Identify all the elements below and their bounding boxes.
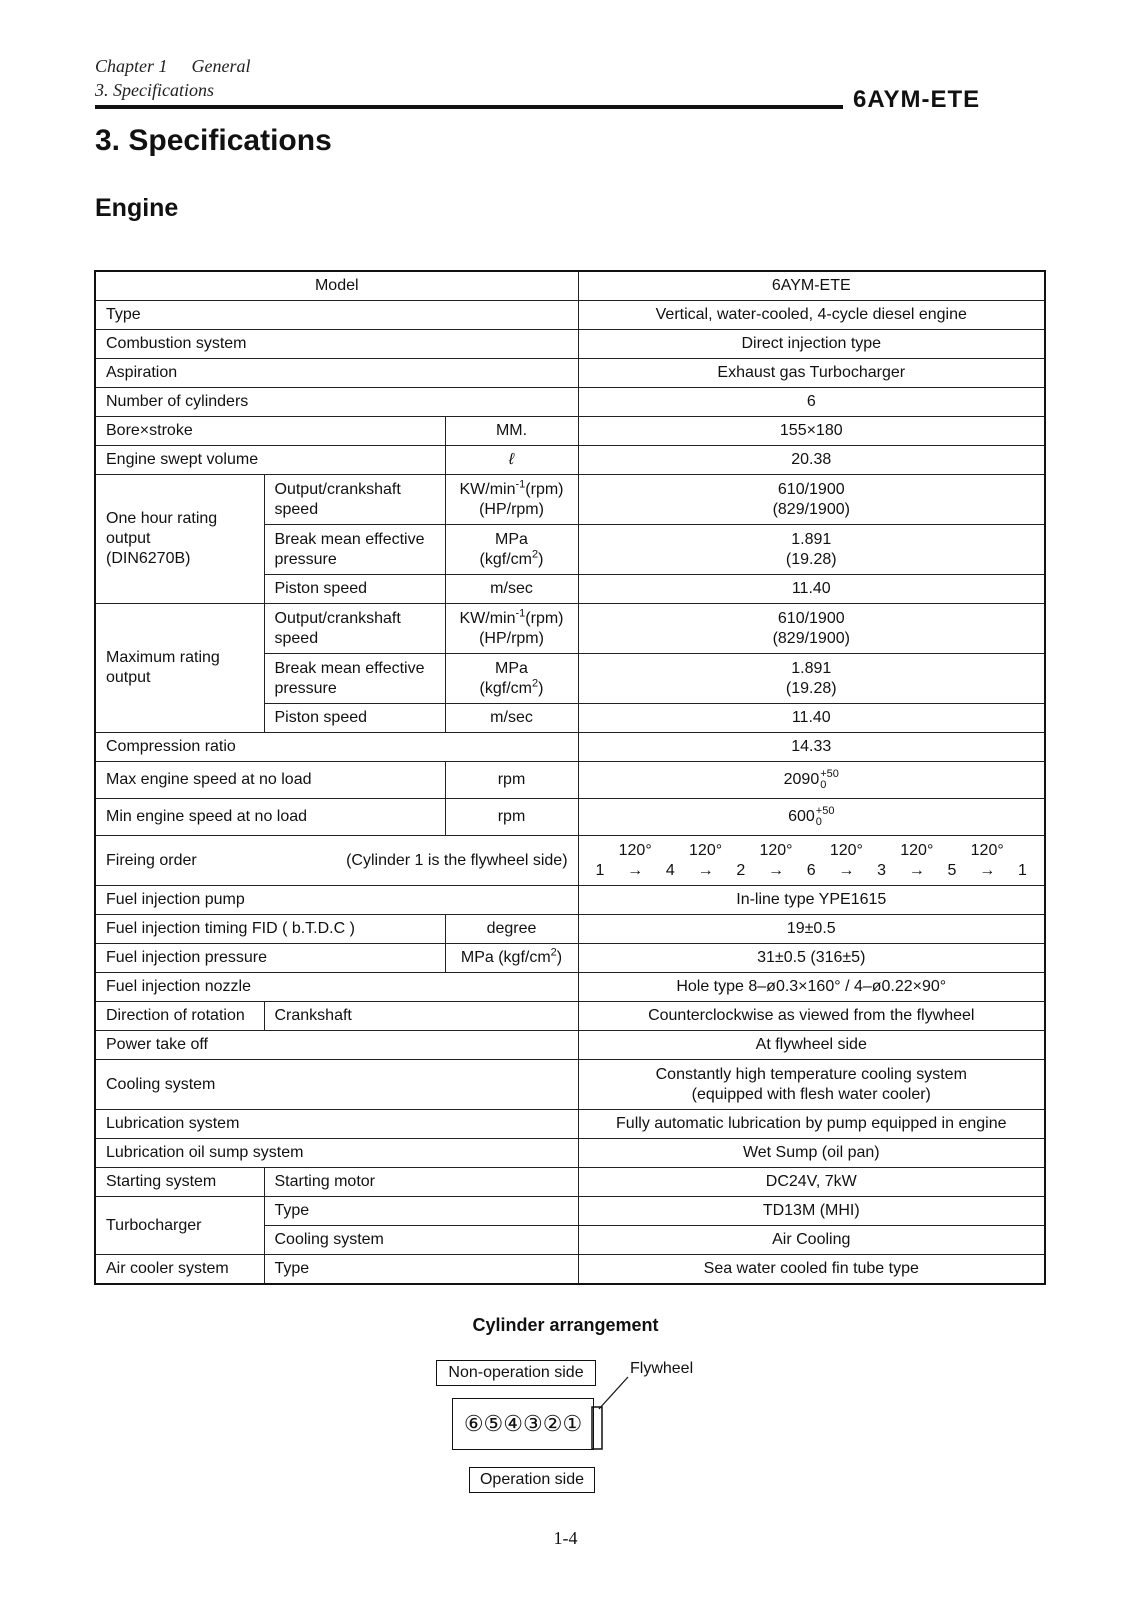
page-number: 1-4 (553, 1528, 578, 1548)
table-row: Engine swept volume ℓ 20.38 (95, 446, 1045, 475)
table-row: Aspiration Exhaust gas Turbocharger (95, 359, 1045, 388)
cylinder-arrangement-title: Cylinder arrangement (472, 1315, 659, 1335)
table-row: Fuel injection pump In-line type YPE1615 (95, 886, 1045, 915)
table-row: Cooling system Constantly high temperature cooling system (equipped with flesh water cooler) (95, 1060, 1045, 1110)
table-row: Model 6AYM-ETE (95, 271, 1045, 301)
table-row: Cooling system Air Cooling (95, 1226, 1045, 1255)
section-title: Engine (95, 194, 179, 222)
table-row: Fuel injection nozzle Hole type 8–ø0.3×160° / 4–ø0.22×90° (95, 973, 1045, 1002)
engine-block-diagram: ⑥⑤④③②① (452, 1398, 594, 1450)
table-row: Power take off At flywheel side (95, 1031, 1045, 1060)
table-row: Fuel injection pressure MPa $(kgf/cm^2)$ 31±0.5 (316±5) (95, 944, 1045, 973)
non-operation-side-label: Non-operation side (436, 1360, 596, 1386)
table-row: Lubrication system Fully automatic lubrication by pump equipped in engine (95, 1110, 1045, 1139)
table-row: One hour rating output (DIN6270B) Output/crankshaft speed $KW/\min^{-1}(rpm)$ (HP/rpm) 610/1900 (829/1900) (95, 475, 1045, 525)
model-badge: 6AYM-ETE (853, 86, 981, 113)
flywheel-label: Flywheel (630, 1360, 694, 1377)
table-row: Air cooler system Type Sea water cooled fin tube type (95, 1255, 1045, 1285)
max-rating-label: Maximum rating output (95, 604, 264, 733)
firing-order: 120° 120° 120° 120° 120° 120° 1 → 4 → 2 → 6 → 3 → 5 → 1 (578, 836, 1045, 886)
flywheel-icon (590, 1375, 650, 1455)
header-rule (95, 105, 843, 109)
table-row: Type Vertical, water-cooled, 4-cycle diesel engine (95, 301, 1045, 330)
header-chapter: Chapter 1 General (95, 56, 251, 76)
one-hour-rating-label: One hour rating output (DIN6270B) (95, 475, 264, 604)
table-row: Break mean effective pressure MPa $(kgf/cm^2)$ 1.891 (19.28) (95, 525, 1045, 575)
table-row: Max engine speed at no load rpm 2090+50 0 (95, 762, 1045, 799)
table-row: Direction of rotation Crankshaft Counterclockwise as viewed from the flywheel (95, 1002, 1045, 1031)
table-row: Compression ratio 14.33 (95, 733, 1045, 762)
table-row: Fireing order (Cylinder 1 is the flywheel side) 120° 120° 120° 120° 120° 120° 1 → 4 → 2 → 6 → 3 → 5 → 1 (95, 836, 1045, 886)
table-row: Min engine speed at no load rpm 600+50 0 (95, 799, 1045, 836)
table-row: Piston speed m/sec 11.40 (95, 704, 1045, 733)
table-row: Piston speed m/sec 11.40 (95, 575, 1045, 604)
table-row: Maximum rating output Output/crankshaft speed $KW/\min^{-1}(rpm)$ (HP/rpm) 610/1900 (829/1900) (95, 604, 1045, 654)
spec-table (94, 270, 1046, 1285)
table-row: Fuel injection timing FID ( b.T.D.C ) degree 19±0.5 (95, 915, 1045, 944)
table-row: Lubrication oil sump system Wet Sump (oil pan) (95, 1139, 1045, 1168)
table-row: Combustion system Direct injection type (95, 330, 1045, 359)
table-row: Starting system Starting motor DC24V, 7kW (95, 1168, 1045, 1197)
operation-side-label: Operation side (469, 1467, 595, 1493)
table-row: Bore×stroke MM. 155×180 (95, 417, 1045, 446)
page-title: 3. Specifications (95, 124, 332, 157)
table-row: Number of cylinders 6 (95, 388, 1045, 417)
header-section: 3. Specifications (95, 80, 214, 100)
table-row: Break mean effective pressure MPa $(kgf/cm^2)$ 1.891 (19.28) (95, 654, 1045, 704)
table-row: Turbocharger Type TD13M (MHI) (95, 1197, 1045, 1226)
